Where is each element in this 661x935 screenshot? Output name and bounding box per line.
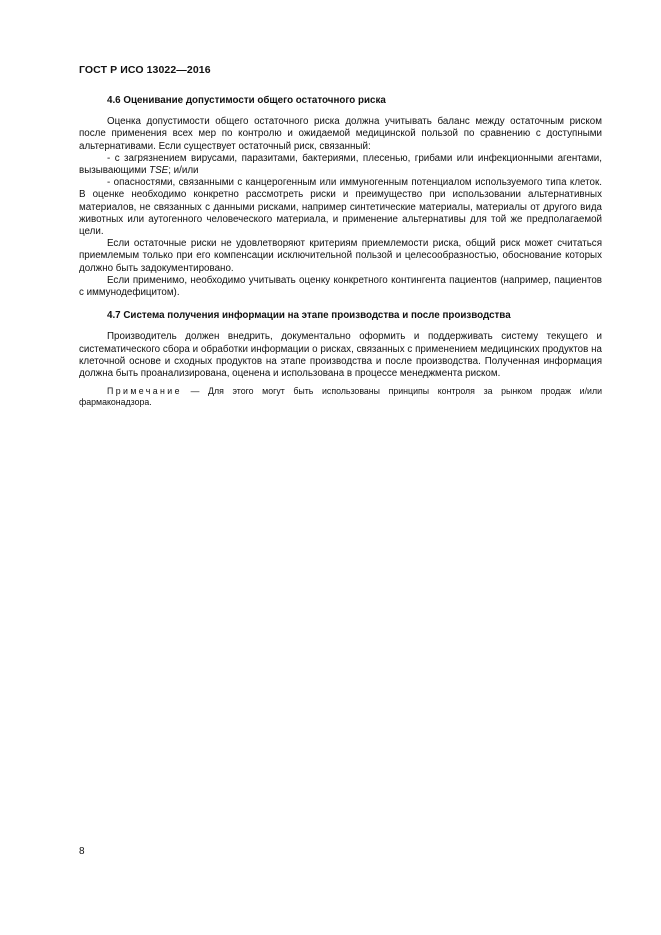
- section-4-6-list-item-1: [79, 153, 602, 177]
- document-header: ГОСТ Р ИСО 13022—2016: [79, 64, 211, 76]
- section-4-6-list-item-2: - опасностями, связанными с канцерогенным или иммуногенным потенциалом используемого типа клеток. В оценке необходимо конкретно рассмотреть риски и преимущество при использовании альтернативных материалов, не связанных с данными рисками, например синтетические материалы, материалы от другого вида животных или аутогенного человеческого материала, и применение альтернативы для той же предполагаемой цели.: [79, 177, 602, 238]
- document-body: [79, 95, 602, 408]
- section-4-7-title: 4.7 Система получения информации на этапе производства и после производства: [107, 310, 511, 322]
- tse-term: TSE: [149, 165, 169, 177]
- section-4-6-paragraph-2: Если остаточные риски не удовлетворяют критериям приемлемости риска, общий риск может считаться приемлемым только при его компенсации исключительной пользой и целесообразностью, обоснование которых должно быть задокументировано.: [79, 238, 602, 274]
- section-4-7-note: [79, 386, 602, 408]
- page-number: 8: [79, 846, 85, 857]
- section-4-6-title: 4.6 Оценивание допустимости общего остаточного риска: [107, 95, 386, 106]
- note-label: Примечание: [107, 386, 182, 397]
- list-item-1-text-b: ; и/или: [168, 165, 199, 177]
- section-4-6-paragraph-3: Если применимо, необходимо учитывать оценку конкретного контингента пациентов (например, пациентов с иммунодефицитом).: [79, 274, 602, 299]
- list-item-1-text-a: - с загрязнением вирусами, паразитами, бактериями, плесенью, грибами или инфекционными агентами, вызывающими: [79, 152, 602, 177]
- section-4-6-paragraph-1: Оценка допустимости общего остаточного риска должна учитывать баланс между остаточным риском после применения всех мер по контролю и ожидаемой медицинской пользой по сравнению с доступными альтернативами. Если существует остаточный риск, связанный:: [79, 116, 602, 152]
- section-4-7-paragraph-1: Производитель должен внедрить, документально оформить и поддерживать систему текущего и систематического сбора и обработки информации о рисках, связанных с применением медицинских продуктов на клеточной основе и сходных продуктов на этапе производства и после производства. Полученная информация должна быть проанализирована, оценена и использована в процессе менеджмента риском.: [79, 331, 602, 380]
- note-text: — Для этого могут быть использованы принципы контроля за рынком продаж и/или фармаконадзора.: [79, 386, 602, 408]
